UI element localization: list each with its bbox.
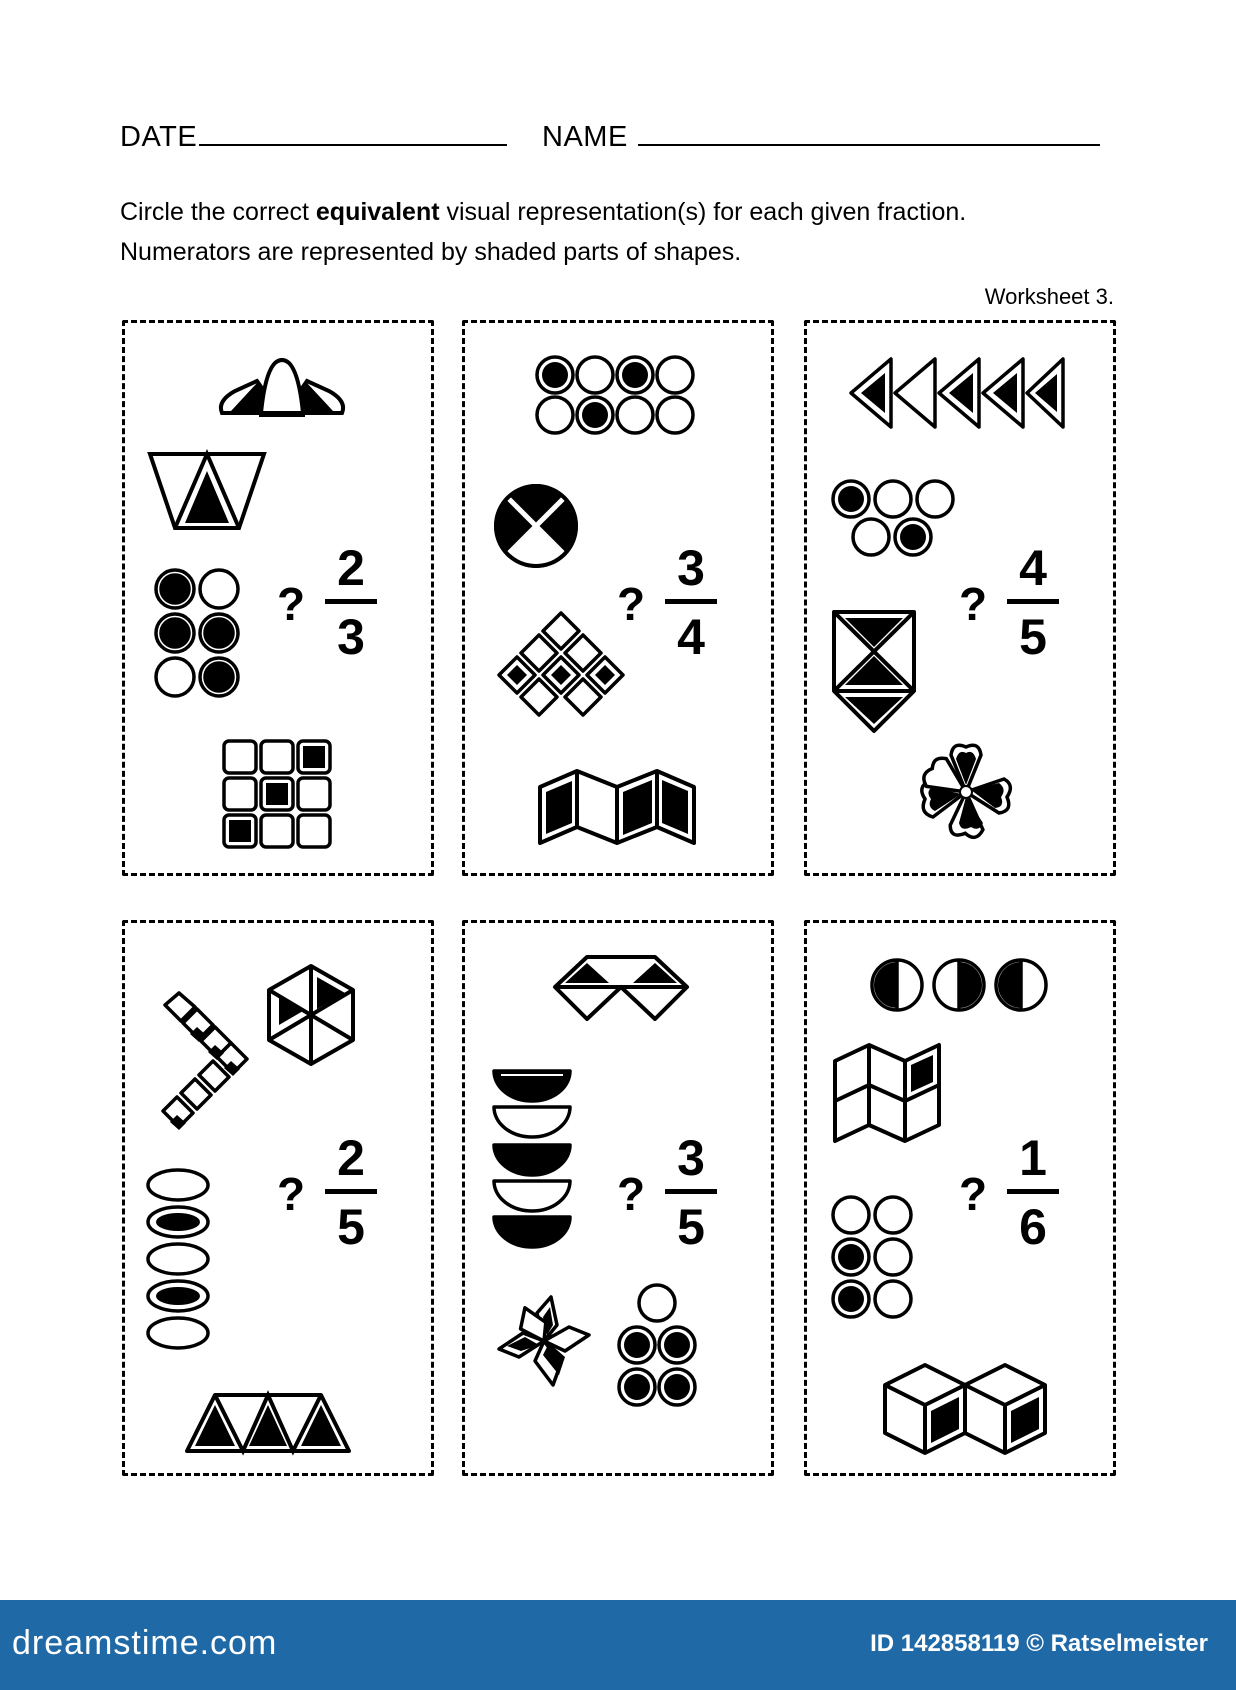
question-mark: ?: [277, 1168, 306, 1220]
fraction-card-3: [804, 320, 1116, 876]
circles-pyramid-figure[interactable]: [615, 1283, 699, 1411]
brand-logo[interactable]: dreamstime.com: [12, 1624, 278, 1662]
fraction-numerator: 3: [677, 1130, 705, 1186]
name-field[interactable]: [542, 118, 1100, 154]
fraction-card-5: [462, 920, 774, 1476]
fraction-denominator: 5: [1019, 609, 1047, 665]
fraction-card-1: [122, 320, 434, 876]
date-line[interactable]: [199, 118, 507, 146]
folded-panels-figure[interactable]: [831, 1041, 943, 1147]
fraction-denominator: 3: [337, 609, 365, 665]
name-label: NAME: [542, 121, 628, 153]
instructions: [120, 192, 1120, 272]
fraction-bar: [325, 1189, 377, 1194]
fraction-numerator: 2: [337, 540, 365, 596]
triangle-pair-figure[interactable]: [551, 953, 691, 1023]
name-line[interactable]: [638, 118, 1100, 146]
instruction-line-1: [120, 192, 1120, 232]
fraction: [1003, 1130, 1063, 1255]
instruction-bold-word: equivalent: [315, 198, 440, 226]
cubes-figure[interactable]: [881, 1361, 1053, 1457]
fraction: [661, 540, 721, 665]
fraction-numerator: 1: [1019, 1130, 1047, 1186]
instruction-text: visual representation(s) for each given fraction.: [439, 198, 967, 226]
fraction: [321, 540, 381, 665]
circles-pairs-figure[interactable]: [829, 1195, 915, 1323]
worksheet-label: Worksheet 3.: [984, 284, 1114, 309]
arrow-triangles-figure[interactable]: [847, 355, 1067, 431]
zigzag-figure[interactable]: [537, 767, 697, 847]
date-label: DATE: [120, 121, 198, 153]
diamonds-figure[interactable]: [493, 609, 629, 729]
fraction-bar: [665, 1189, 717, 1194]
circles-rows-figure[interactable]: [535, 355, 705, 435]
question-mark: ?: [959, 578, 988, 630]
fraction-denominator: 4: [677, 609, 705, 665]
fraction: [1003, 540, 1063, 665]
date-field[interactable]: [120, 118, 507, 154]
image-credit: ID 142858119 © Ratselmeister: [870, 1630, 1208, 1657]
lobed-shape-figure[interactable]: [217, 353, 347, 421]
instruction-line-2: Numerators are represented by shaded parts of shapes.: [120, 238, 742, 266]
fraction: [321, 1130, 381, 1255]
footer-bar: [0, 1600, 1236, 1690]
diagonal-squares-figure[interactable]: [143, 983, 253, 1133]
fraction-numerator: 4: [1019, 540, 1047, 596]
fraction-card-2: [462, 320, 774, 876]
fraction-numerator: 3: [677, 540, 705, 596]
fraction-numerator: 2: [337, 1130, 365, 1186]
hexagon-triangles-figure[interactable]: [831, 609, 917, 735]
fraction-bar: [1007, 1189, 1059, 1194]
pie-circle-figure[interactable]: [493, 483, 579, 569]
ovals-column-figure[interactable]: [143, 1167, 213, 1357]
fraction-denominator: 5: [337, 1199, 365, 1255]
fraction-bar: [325, 599, 377, 604]
trapezoid-figure[interactable]: [147, 451, 267, 531]
fraction-card-6: [804, 920, 1116, 1476]
squares-grid-figure[interactable]: [222, 739, 332, 849]
circles-cluster-figure[interactable]: [831, 479, 961, 559]
fraction: [661, 1130, 721, 1255]
instruction-text: Circle the correct: [120, 198, 316, 226]
question-mark: ?: [617, 578, 646, 630]
bowls-stack-figure[interactable]: [491, 1067, 573, 1253]
circles-grid-figure[interactable]: [153, 567, 243, 701]
fraction-bar: [665, 599, 717, 604]
triangles-strip-figure[interactable]: [183, 1391, 353, 1455]
question-mark: ?: [959, 1168, 988, 1220]
question-mark: ?: [277, 578, 306, 630]
hexagon-figure[interactable]: [265, 963, 357, 1067]
fraction-denominator: 5: [677, 1199, 705, 1255]
heart-flower-figure[interactable]: [911, 737, 1021, 847]
question-mark: ?: [617, 1168, 646, 1220]
fraction-card-4: [122, 920, 434, 1476]
fraction-denominator: 6: [1019, 1199, 1047, 1255]
pinwheel-figure[interactable]: [489, 1291, 599, 1391]
fraction-bar: [1007, 599, 1059, 604]
half-circles-figure[interactable]: [869, 955, 1049, 1015]
